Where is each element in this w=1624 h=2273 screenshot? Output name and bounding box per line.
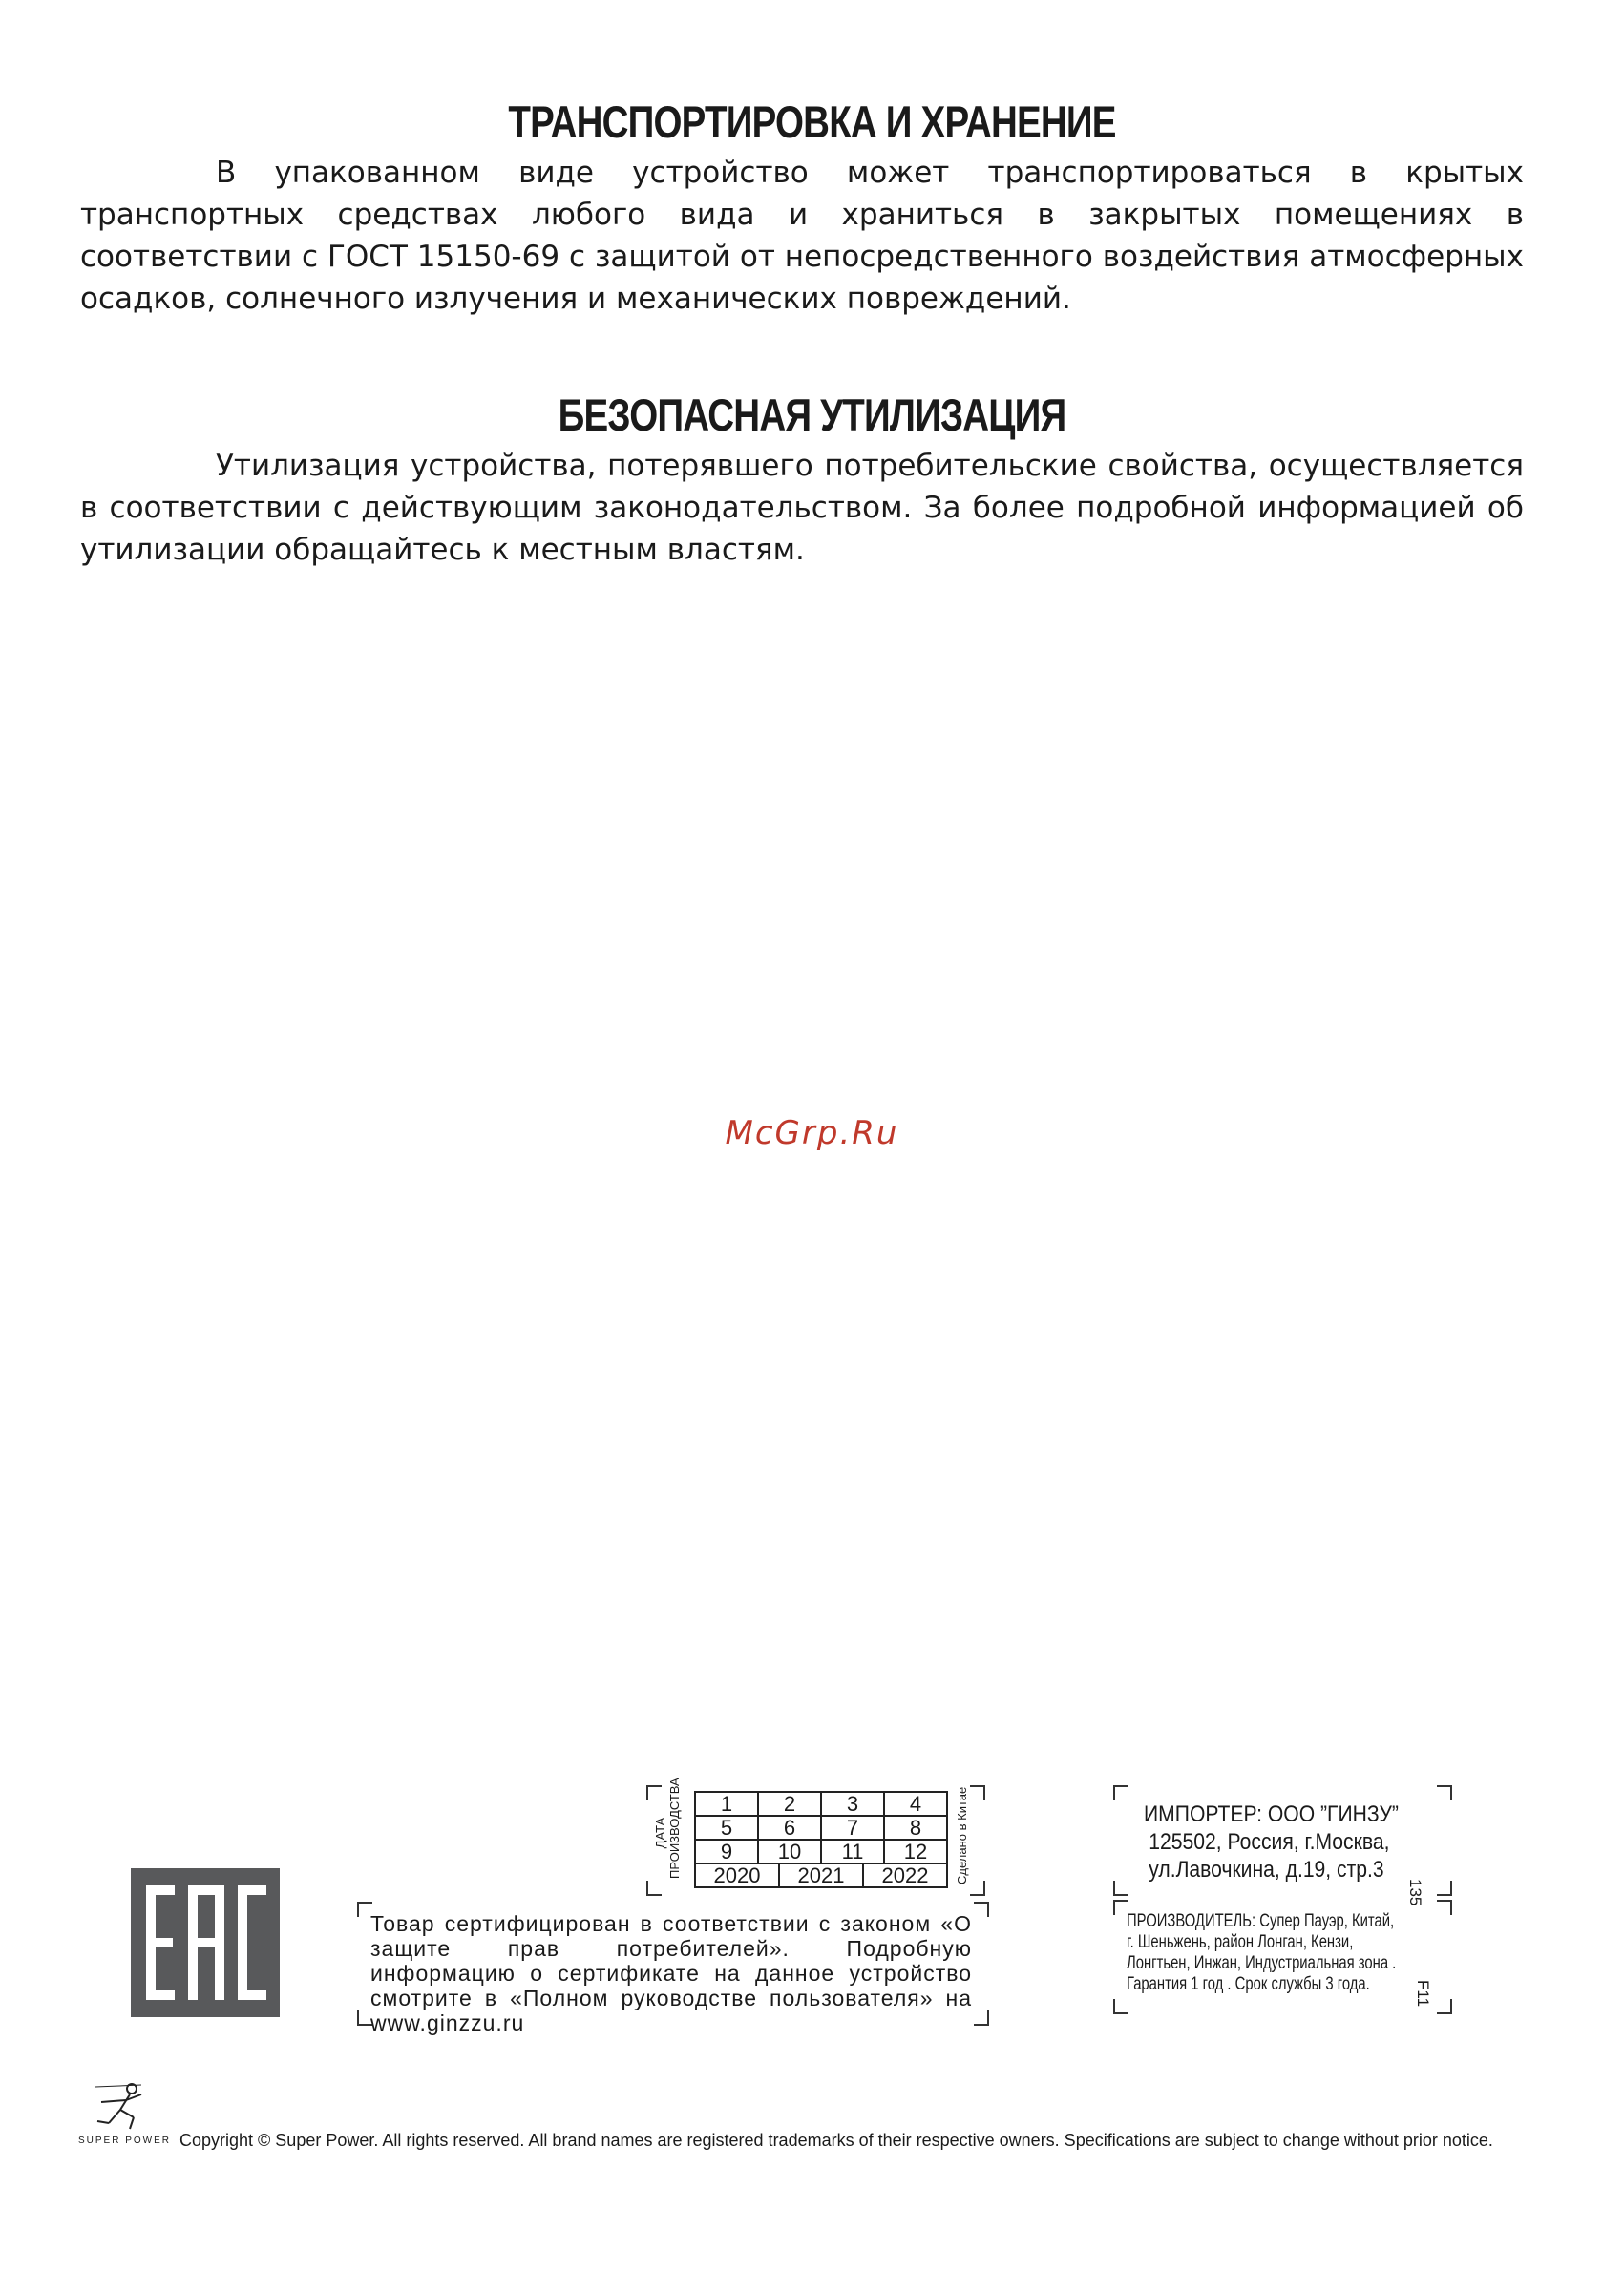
importer-code: 135 bbox=[1406, 1879, 1424, 1906]
transport-text: В упакованном виде устройство может транспортироваться в крытых транспортных средствах любого вида и храниться в закрытых помещениях в соответствии с ГОСТ 15150-69 с защитой от непосредственного воздействия атмосферных осадков, солнечного излучения и механических повреждений. bbox=[80, 156, 1524, 316]
super-power-label: SUPER POWER bbox=[78, 2136, 172, 2146]
manufacturer-line: Гарантия 1 год . Срок службы 3 года. bbox=[1127, 1974, 1370, 1994]
transport-paragraph bbox=[80, 152, 1524, 320]
year-cell: 2022 bbox=[881, 1863, 929, 1887]
eac-logo bbox=[131, 1868, 280, 2017]
section-title-disposal: БЕЗОПАСНАЯ УТИЛИЗАЦИЯ bbox=[558, 389, 1066, 440]
certification-text: Товар сертифицирован в соответствии с законом «О защите прав потребителей». Подробную информацию о сертификате на данное устройство смотрите в «Полном руководстве пользователя» на www.ginzzu.ru bbox=[370, 1911, 972, 2035]
year-cell: 2020 bbox=[696, 1864, 780, 1886]
month-cell: 7 bbox=[821, 1816, 884, 1840]
disposal-paragraph bbox=[80, 445, 1524, 571]
month-cell: 8 bbox=[884, 1816, 947, 1840]
copyright-text: Copyright © Super Power. All rights reserved. All brand names are registered trademarks of their respective owners. Specifications are subject to change without prior notice. bbox=[179, 2131, 1493, 2150]
watermark: McGrp.Ru bbox=[725, 1114, 899, 1152]
importer-line: 125502, Россия, г.Москва, bbox=[1149, 1829, 1390, 1855]
section-title-transport: ТРАНСПОРТИРОВКА И ХРАНЕНИЕ bbox=[508, 96, 1116, 147]
importer-text bbox=[1144, 1800, 1399, 1884]
manufacturer-text bbox=[1127, 1911, 1396, 1995]
month-cell: 6 bbox=[758, 1816, 821, 1840]
manufacturer-code: F11 bbox=[1414, 1980, 1432, 2008]
importer-line: ул.Лавочкина, д.19, стр.3 bbox=[1149, 1857, 1384, 1883]
month-cell: 2 bbox=[758, 1792, 821, 1816]
month-cell: 11 bbox=[821, 1840, 884, 1863]
table-row bbox=[695, 1792, 947, 1816]
year-cell: 2021 bbox=[780, 1864, 864, 1886]
manufacturer-line: Лонгтьен, Инжан, Индустриальная зона . bbox=[1127, 1953, 1397, 1973]
month-cell: 4 bbox=[884, 1792, 947, 1816]
manufacturer-line: ПРОИЗВОДИТЕЛЬ: Супер Пауэр, Китай, bbox=[1127, 1911, 1395, 1931]
production-date-label-line1: ДАТА bbox=[653, 1817, 667, 1849]
table-row bbox=[695, 1816, 947, 1840]
production-date-label-line2: ПРОИЗВОДСТВА bbox=[667, 1778, 682, 1879]
table-row bbox=[695, 1863, 947, 1887]
production-date-table bbox=[694, 1791, 948, 1888]
disposal-text: Утилизация устройства, потерявшего потребительские свойства, осуществляется в соответствии с действующим законодательством. За более подробной информацией об утилизации обращайтесь к местным властям. bbox=[80, 449, 1524, 567]
month-cell: 9 bbox=[695, 1840, 758, 1863]
month-cell: 12 bbox=[884, 1840, 947, 1863]
table-row bbox=[695, 1840, 947, 1863]
month-cell: 1 bbox=[695, 1792, 758, 1816]
manufacturer-line: г. Шеньжень, район Лонган, Кензи, bbox=[1127, 1932, 1354, 1952]
importer-line: ИМПОРТЕР: ООО ”ГИНЗУ” bbox=[1144, 1801, 1399, 1827]
month-cell: 5 bbox=[695, 1816, 758, 1840]
made-in-label: Сделано в Китае bbox=[955, 1786, 969, 1884]
month-cell: 10 bbox=[758, 1840, 821, 1863]
runner-icon bbox=[92, 2081, 149, 2133]
production-date-label bbox=[653, 1778, 682, 1879]
month-cell: 3 bbox=[821, 1792, 884, 1816]
